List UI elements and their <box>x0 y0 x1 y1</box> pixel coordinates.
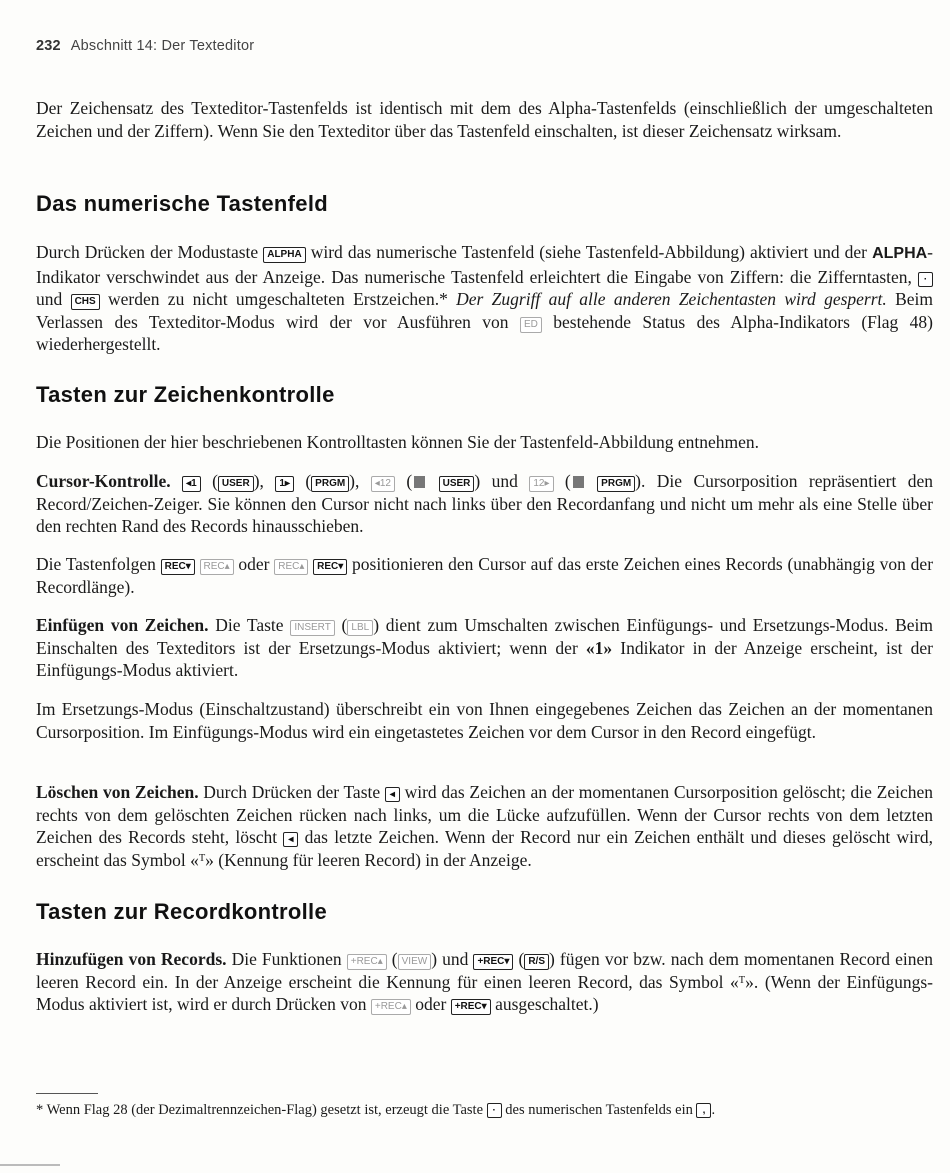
page-bottom-edge <box>0 1164 60 1166</box>
italic-note: Der Zugriff auf alle anderen Zeichentasten wird gesperrt. <box>456 289 887 310</box>
insert-key: INSERT <box>290 620 335 636</box>
insert-indicator: «1» <box>585 637 613 658</box>
heading-character-control: Tasten zur Zeichenkontrolle <box>36 382 335 407</box>
cursor-control-paragraph: Cursor-Kontrolle. ◂1 ( USER ), 1▸ ( PRGM ), ◂12 ( USER ) und 12▸ ( PRGM ). Die Cursorposition repräsentiert den Record/Zeichen-Zeiger. Sie können den Cursor nicht nach links über den Recordanfang und nicht um mehr als eine Stelle über den rechten Rand des Records hinausschieben. <box>36 471 934 537</box>
decimal-point-key: · <box>487 1103 502 1118</box>
comma-key: , <box>696 1103 711 1118</box>
footnote: * Wenn Flag 28 (der Dezimaltrennzeichen-Flag) gesetzt ist, erzeugt die Taste · des numerischen Tastenfelds ein , . <box>36 1102 716 1118</box>
delete-paragraph: Löschen von Zeichen. Durch Drücken der Taste ◂ wird das Zeichen an der momentanen Cursorposition gelöscht; die Zeichen rechts von dem gelöschten Zeichen rücken nach links, um die Lücke aufzufüllen. Wenn der Cursor rechts von dem letzten Zeichen des Records steht, löscht ◂ das letzte Zeichen. Wenn der Record nur ein Zeichen enthält und dieses gelöscht wird, erscheint das Symbol «ᵀ» (Kennung für leeren Record) in der Anzeige. <box>36 782 933 870</box>
rec-up-key: REC▴ <box>200 559 234 575</box>
replace-paragraph: Im Ersetzungs-Modus (Einschaltzustand) überschreibt ein von Ihnen eingegebenes Zeichen das Zeichen an der momentanen Cursorposition. Im Einfügungs-Modus wird ein eingetastetes Zeichen vor dem Cursor in den Record eingefügt. <box>36 699 933 742</box>
shift-key-icon <box>573 476 584 488</box>
user-key: USER <box>218 476 254 492</box>
char-intro-paragraph: Die Positionen der hier beschriebenen Kontrolltasten können Sie der Tastenfeld-Abbildung entnehmen. <box>36 432 760 452</box>
cursor-left12-key: ◂12 <box>371 476 395 492</box>
cursor-left-key: ◂1 <box>182 476 201 492</box>
chs-key: CHS <box>71 294 100 310</box>
rec-down-key: REC▾ <box>313 559 347 575</box>
plus-rec-up-key: +REC▴ <box>371 999 411 1015</box>
plus-rec-down-key: +REC▾ <box>473 954 513 970</box>
prgm-key: PRGM <box>311 476 349 492</box>
lbl-key: LBL <box>347 620 373 636</box>
heading-numeric-keyboard: Das numerische Tastenfeld <box>36 191 328 216</box>
rec-down-key: REC▾ <box>161 559 195 575</box>
backspace-key: ◂ <box>385 787 400 802</box>
plus-rec-up-key: +REC▴ <box>347 954 387 970</box>
cursor-control-title: Cursor-Kontrolle. <box>36 471 171 491</box>
cursor-right12-key: 12▸ <box>529 476 553 492</box>
insert-title: Einfügen von Zeichen. <box>36 615 209 635</box>
key-sequence-paragraph: Die Tastenfolgen REC▾ REC▴ oder REC▴ REC▾ positionieren den Cursor auf das erste Zeichen eines Records (unabhängig von der Recordlänge). <box>36 554 934 597</box>
rec-up-key: REC▴ <box>274 559 308 575</box>
user-key: USER <box>439 476 475 492</box>
rs-key: R/S <box>524 954 549 970</box>
empty-record-symbol: «ᵀ» <box>190 849 214 870</box>
heading-record-control: Tasten zur Recordkontrolle <box>36 899 327 924</box>
cursor-right-key: 1▸ <box>275 476 294 492</box>
alpha-indicator-word: ALPHA <box>872 245 928 262</box>
numeric-paragraph: Durch Drücken der Modustaste ALPHA wird das numerische Tastenfeld (siehe Tastenfeld-Abbildung) aktiviert und der ALPHA-Indikator verschwindet aus der Anzeige. Das numerische Tastenfeld erleichtert die Eingabe von Ziffern: die Zifferntasten, · und CHS werden zu nicht umgeschalteten Erstzeichen.* Der Zugriff auf alle anderen Zeichentasten wird gesperrt. Beim Verlassen des Texteditor-Modus wird der vor Ausführen von ED bestehende Status des Alpha-Indikators (Flag 48) wiederhergestellt. <box>36 242 934 355</box>
insert-paragraph: Einfügen von Zeichen. Die Taste INSERT ( LBL ) dient zum Umschalten zwischen Einfügungs- und Ersetzungs-Modus. Beim Einschalten des Texteditors ist der Ersetzungs-Modus aktiviert; wenn der «1» Indikator in der Anzeige erscheint, ist der Einfügungs-Modus aktiviert. <box>36 615 934 681</box>
plus-rec-down-key: +REC▾ <box>451 999 491 1015</box>
shift-key-icon <box>414 476 425 488</box>
page-header <box>36 38 254 54</box>
decimal-point-key: · <box>918 272 933 287</box>
delete-title: Löschen von Zeichen. <box>36 782 199 802</box>
add-records-paragraph: Hinzufügen von Records. Die Funktionen +REC▴ ( VIEW ) und +REC▾ ( R/S ) fügen vor bzw. nach dem momentanen Record einen leeren Record ein. In der Anzeige erscheint die Kennung für einen leeren Record, das Symbol «ᵀ». (Wenn der Einfügungs-Modus aktiviert ist, wird er durch Drücken von +REC▴ oder +REC▾ ausgeschaltet.) <box>36 949 934 1015</box>
backspace-key: ◂ <box>283 832 298 847</box>
empty-record-symbol: «ᵀ». <box>730 971 759 992</box>
page-number: 232 <box>36 38 61 54</box>
intro-paragraph: Der Zeichensatz des Texteditor-Tastenfelds ist identisch mit dem des Alpha-Tastenfelds (einschließlich der umgeschalteten Zeichen und der Ziffern). Wenn Sie den Texteditor über das Tastenfeld einschalten, ist dieser Zeichensatz wirksam. <box>36 98 933 141</box>
section-title: Abschnitt 14: Der Texteditor <box>70 38 255 54</box>
view-key: VIEW <box>398 954 432 970</box>
alpha-key: ALPHA <box>263 247 305 263</box>
prgm-key: PRGM <box>597 476 635 492</box>
add-records-title: Hinzufügen von Records. <box>36 949 227 969</box>
footnote-rule <box>36 1093 98 1094</box>
ed-key: ED <box>520 317 542 333</box>
